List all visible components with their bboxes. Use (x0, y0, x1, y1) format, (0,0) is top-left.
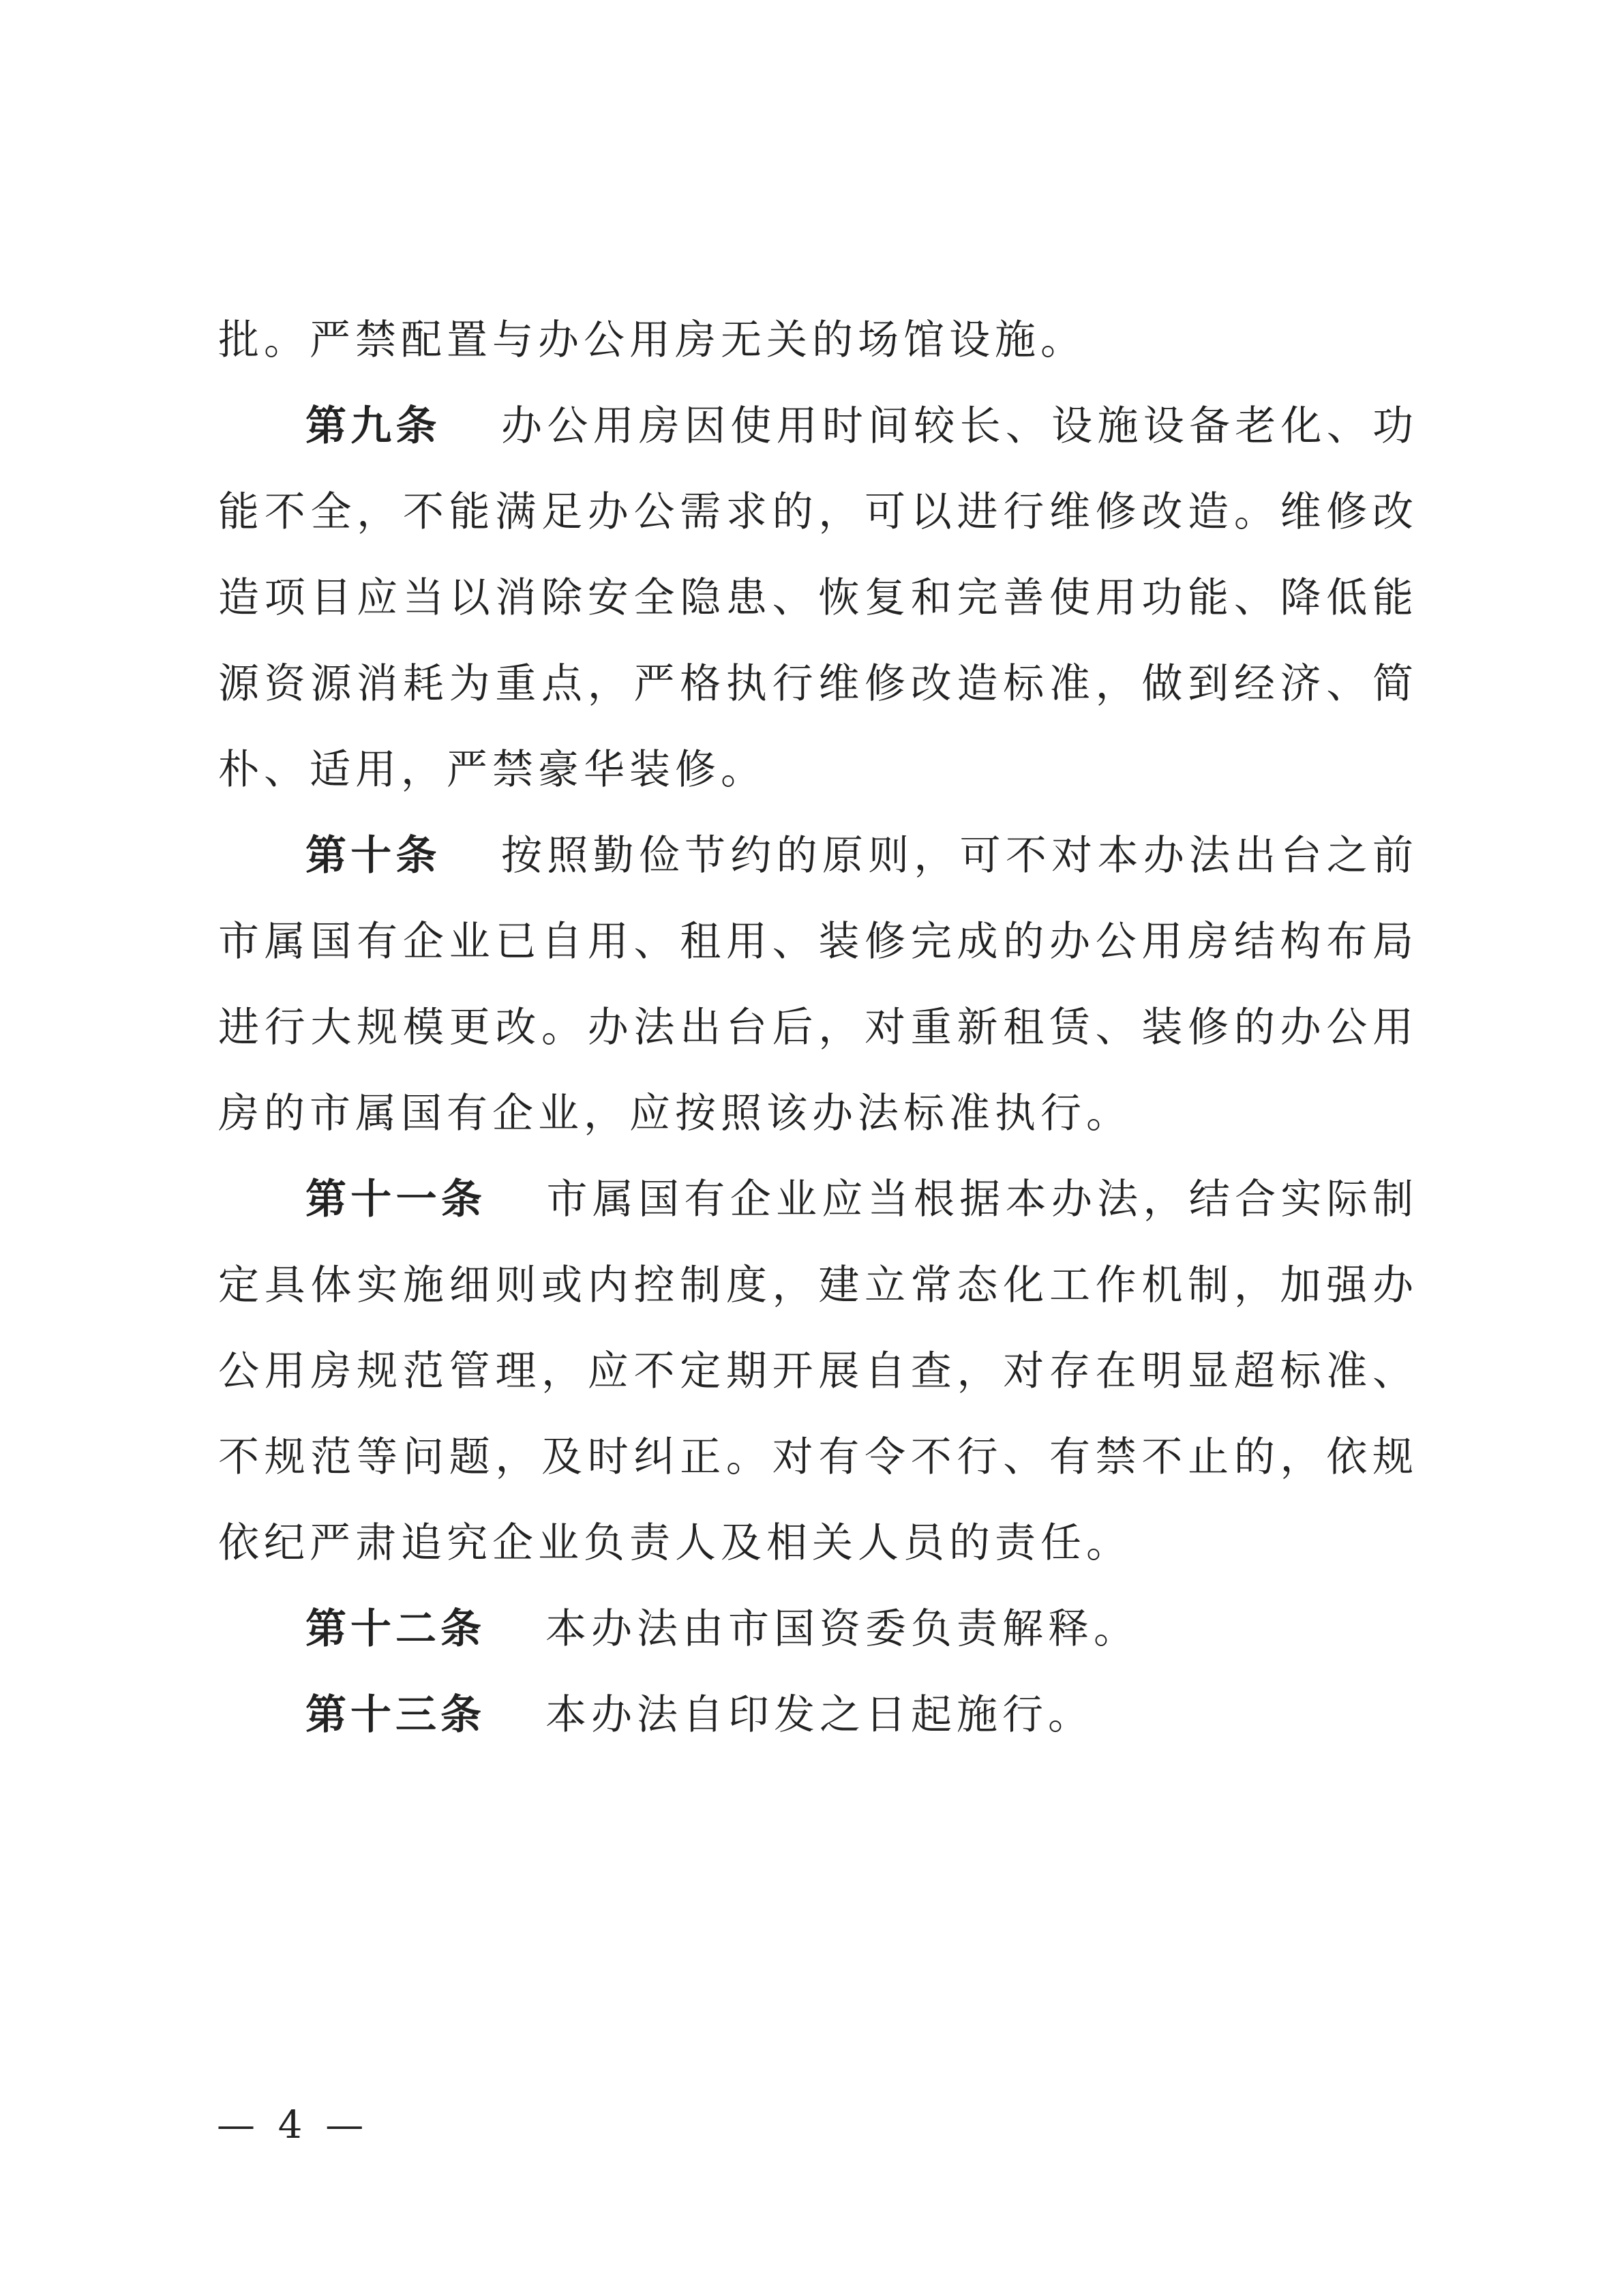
article-12 (218, 1586, 1418, 1672)
article-text: 办公用房因使用时间较长、设施设备老化、功能不全，不能满足办公需求的，可以进行维修改造。维修改造项目应当以消除安全隐患、恢复和完善使用功能、降低能源资源消耗为重点，严格执行维修改造标准，做到经济、简朴、适用，严禁豪华装修。 (218, 402, 1419, 794)
article-label: 第十三条 (305, 1691, 485, 1739)
article-text: 市属国有企业应当根据本办法，结合实际制定具体实施细则或内控制度，建立常态化工作机制，加强办公用房规范管理，应不定期开展自查，对存在明显超标准、不规范等问题，及时纠正。对有令不行、有禁不止的，依规依纪严肃追究企业负责人及相关人员的责任。 (218, 1176, 1419, 1567)
article-10 (218, 813, 1418, 1157)
document-body (218, 297, 1418, 1758)
paragraph-text: 批。严禁配置与办公用房无关的场馆设施。 (218, 316, 1086, 364)
article-text: 本办法自印发之日起施行。 (545, 1691, 1094, 1739)
article-label: 第十二条 (305, 1605, 485, 1653)
article-11 (218, 1157, 1418, 1586)
article-13 (218, 1672, 1418, 1758)
article-text: 本办法由市国资委负责解释。 (545, 1605, 1139, 1653)
paragraph-continuation (218, 297, 1418, 383)
article-label: 第十一条 (305, 1176, 487, 1223)
article-9 (218, 383, 1418, 813)
page-number: — 4 — (217, 2103, 370, 2147)
article-label: 第九条 (305, 402, 441, 450)
article-label: 第十条 (305, 832, 441, 880)
article-text: 按照勤俭节约的原则，可不对本办法出台之前市属国有企业已自用、租用、装修完成的办公用房结构布局进行大规模更改。办法出台后，对重新租赁、装修的办公用房的市属国有企业，应按照该办法标准执行。 (218, 832, 1419, 1137)
